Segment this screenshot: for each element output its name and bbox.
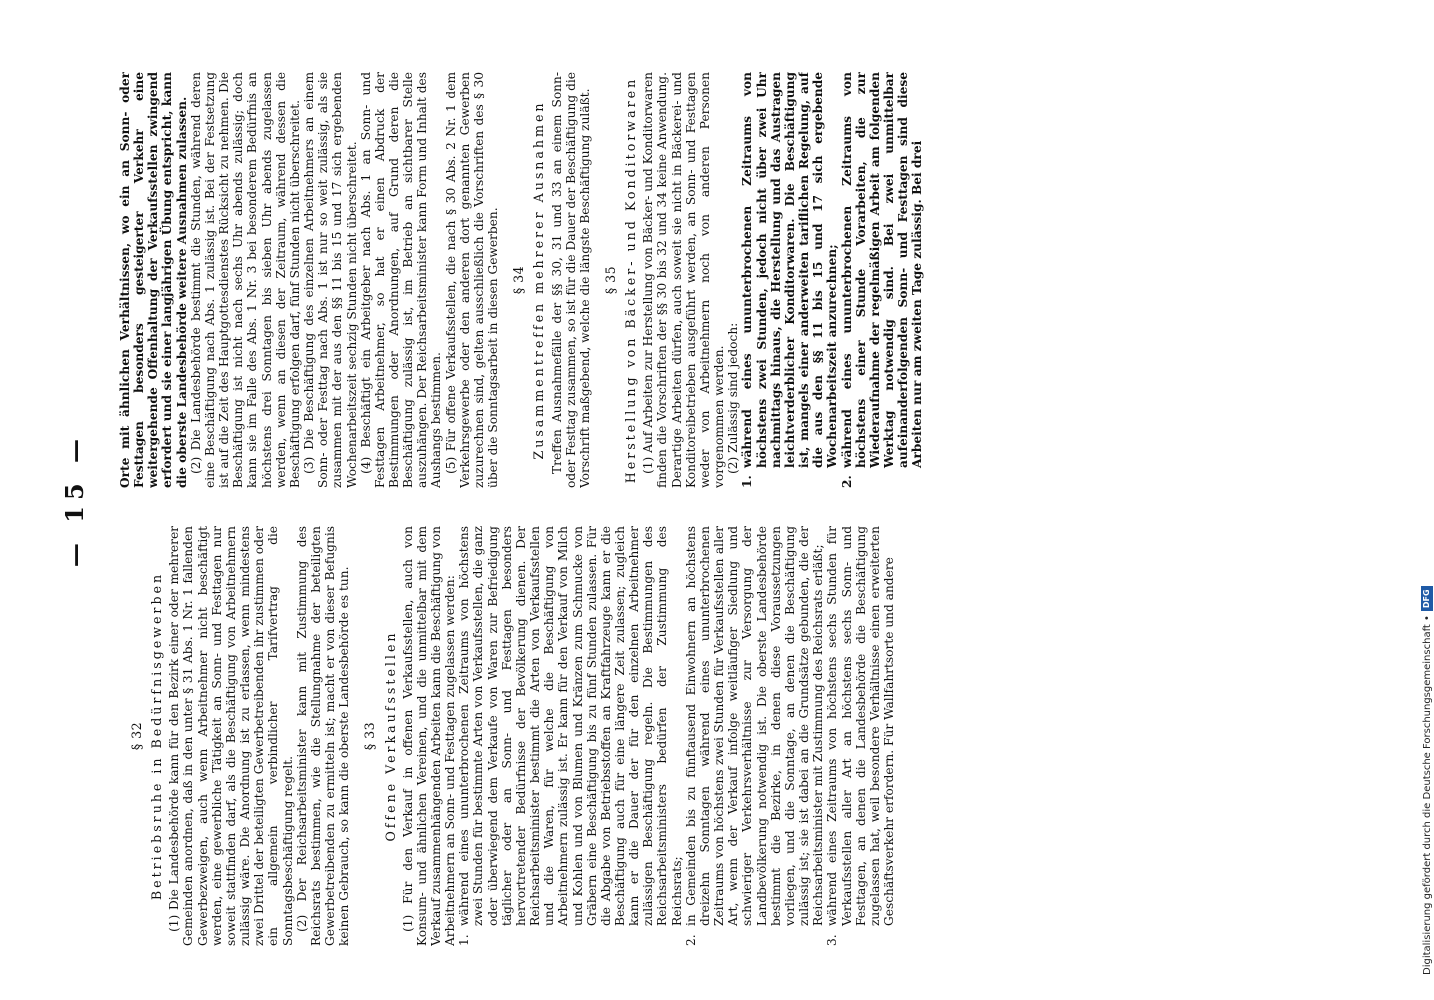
left-column <box>118 526 1298 946</box>
section-35-number: § 35 <box>603 265 618 295</box>
section-33-number: § 33 <box>362 721 378 751</box>
list-item <box>825 526 896 946</box>
list-item-text: während eines ununterbrochenen Zeitraums von höchstens zwei Stunden für bestimmte Arten von Verkaufsstellen, die ganz oder überwiegend dem Verkaufe von Waren zur Befriedigung täglicher oder an Sonn- und Festtagen besonders hervortretender Bedürfnisse der Bevölkerung dienen. Der Reichsarbeitsminister bestimmt die Arten von Verkaufsstellen und die Waren, für welche die Beschäftigung von Arbeitnehmern zulässig ist. Er kann für den Verkauf von Milch und Kohlen und von Blumen und Kränzen zum Schmucke von Gräbern eine Beschäftigung bis zu fünf Stunden zulassen. Für die Abgabe von Betriebsstoffen an Kraftfahrzeuge kann er die Beschäftigung auch für eine längere Zeit zulassen; zugleich kann er die Dauer der für den einzelnen Arbeitnehmer zulässigen Beschäftigung regeln. Die Bestimmungen des Reichsarbeitsministers bedürfen der Zustimmung des Reichsrats; <box>457 526 684 926</box>
credit-text: Digitalisierung gefördert durch die Deutsche Forschungsgemeinschaft • <box>1421 615 1433 975</box>
section-32-paragraph-1: (1) Die Landesbehörde kann für den Bezirk einer oder mehrerer Gemeinden anordnen, daß in den unter § 31 Abs. 1 Nr. 1 fallenden Gewerbezweigen, auch wenn Arbeitnehmer nicht beschäftigt werden, eine gewerbliche Tätigkeit an Sonn- und Festtagen nur soweit stattfinden darf, als die Beschäftigung von Arbeitnehmern zulässig wäre. Die Anordnung ist zu erlassen, wenn mindestens zwei Drittel der beteiligten Gewerbetreibenden ihr zustimmen oder ein allgemein verbindlicher Tarifvertrag die Sonntagsbeschäftigung regelt. <box>167 526 295 946</box>
section-33-paragraph-4: (4) Beschäftigt ein Arbeitgeber nach Abs. 1 an Sonn- und Festtagen Arbeitnehmer, so hat er einen Abdruck der Bestimmungen oder Anordnungen, auf Grund deren die Beschäftigung zulässig ist, im Betrieb an sichtbarer Stelle auszuhängen. Der Reichsarbeitsminister kann Form und Inhalt des Aushangs bestimmen. <box>358 72 444 488</box>
list-item-text: während eines Zeitraums von höchstens sechs Stunden für Verkaufsstellen aller Art an höchstens sechs Sonn- und Festtagen, an denen die Landesbehörde die Beschäftigung zugelassen hat, weil besondere Verhältnisse einen erweiterten Geschäftsverkehr erfordern. Für Wallfahrtsorte und andere <box>825 526 896 926</box>
section-35-title: Herstellung von Bäcker- und Konditorwaren <box>623 76 639 484</box>
list-item-text: in Gemeinden bis zu fünftausend Einwohnern an höchstens dreizehn Sonntagen während eines ununterbrochenen Zeitraums von höchstens zwei Stunden für Verkaufsstellen aller Art, wenn der Verkauf infolge weitläufiger Siedlung und schwieriger Verkehrsverhältnisse zur Versorgung der Landbevölkerung notwendig ist. Die oberste Landesbehörde bestimmt die Bezirke, in denen diese Voraussetzungen vorliegen, und die Sonntage, an denen die Beschäftigung zulässig ist; sie ist dabei an die Grundsätze gebunden, die der Reichsarbeitsminister mit Zustimmung des Reichsrats erläßt; <box>683 526 826 926</box>
list-item-number: 2. <box>683 934 698 946</box>
dfg-logo: DFG <box>1421 586 1433 611</box>
section-33-paragraph-5: (5) Für offene Verkaufsstellen, die nach § 30 Abs. 2 Nr. 1 dem Verkehrsgewerbe oder den anderen dort genannten Gewerben zuzurechnen sind, gelten ausschließlich die Vorschriften des § 30 über die Sonntagsarbeit in diesen Gewerben. <box>443 72 501 488</box>
section-33-paragraph-3: (3) Die Beschäftigung des einzelnen Arbeitnehmers an einem Sonn- oder Festtag nach Abs. 1 ist nur so weit zulässig, als sie zusammen mit der aus den §§ 11 bis 15 und 17 sich ergebenden Wochenarbeitszeit sechzig Stunden nicht überschreitet. <box>302 72 359 488</box>
list-item <box>840 72 925 488</box>
section-32-title: Betriebsruhe in Bedürfnisgewerben <box>149 571 165 901</box>
list-item <box>684 526 826 946</box>
list-item-number: 2. <box>839 475 854 488</box>
list-item-text: während eines ununterbrochenen Zeitraums von höchstens zwei Stunden, jedoch nicht über zwei Uhr nachmittags hinaus, die Herstellung und das Austragen leichtverderblicher Konditorwaren. Die Beschäftigung ist, mangels einer anderweiten tariflichen Regelung, auf die aus den §§ 11 bis 15 und 17 sich ergebende Wochenarbeitszeit anzurechnen; <box>740 72 840 468</box>
section-34-title: Zusammentreffen mehrerer Ausnahmen <box>531 100 547 460</box>
digitization-credit <box>1420 15 1434 975</box>
section-35-paragraph-2: (2) Zulässig sind jedoch: <box>726 322 741 474</box>
list-item-number: 1. <box>457 934 472 946</box>
section-32-number: § 32 <box>129 721 144 751</box>
section-33-paragraph-2: (2) Die Landesbehörde bestimmt die Stunden, während deren eine Beschäftigung nach Abs. 1 zulässig ist. Bei der Festsetzung ist auf die Zeit des Hauptgottesdienstes Rücksicht zu nehmen. Die Beschäftigung ist nicht nach sechs Uhr abends zulässig; doch kann sie im Falle des Abs. 1 Nr. 3 bei besonderem Bedürfnis an höchstens drei Sonntagen bis sieben Uhr abends zugelassen werden, wenn an diesen der Zeitraum, während dessen die Beschäftigung erfolgen darf, fünf Stunden nicht überschreitet. <box>188 72 302 488</box>
list-item-number: 1. <box>740 475 755 488</box>
list-item <box>457 526 684 946</box>
section-33-title: Offene Verkaufsstellen <box>382 630 398 842</box>
section-34-number: § 34 <box>511 265 527 295</box>
right-column <box>118 72 1298 488</box>
page-number: — 15 — <box>60 432 89 568</box>
section-33-paragraph-1: (1) Für den Verkauf in offenen Verkaufsstellen, auch von Konsum- und ähnlichen Vereinen, und die unmittelbar mit dem Verkauf zusammenhängenden Arbeiten kann die Beschäftigung von Arbeitnehmern an Sonn- und Festtagen zugelassen werden: <box>400 526 458 946</box>
section-34-paragraph-1: Treffen Ausnahmefälle der §§ 30, 31 und 33 an einem Sonn- oder Festtag zusammen, so ist für die Dauer der Beschäftigung die Vorschrift maßgebend, welche die längste Beschäftigung zuläßt. <box>549 72 592 488</box>
list-item <box>740 72 839 488</box>
section-33-continuation: Orte mit ähnlichen Verhältnissen, wo ein an Sonn- oder Festtagen besonders gesteigerter Verkehr eine weitergehende Offenhaltung der Verkaufsstellen zwingend erfordert und sie einer langjährigen Übung entspricht, kann die oberste Landesbehörde weitere Ausnahmen zulassen. <box>118 72 189 488</box>
section-35-list <box>740 72 924 488</box>
list-item-number: 3. <box>825 934 840 946</box>
list-item-text: während eines ununterbrochenen Zeitraums von höchstens einer Stunde Vorarbeiten, die zur Wiederaufnahme der regelmäßigen Arbeit am folgenden Werktag notwendig sind. Bei zwei unmittelbar aufeinanderfolgenden Sonn- und Festtagen sind diese Arbeiten nur am zweiten Tage zulässig. Bei drei <box>839 72 925 468</box>
section-33-list <box>457 526 896 946</box>
section-32-paragraph-2: (2) Der Reichsarbeitsminister kann mit Zustimmung des Reichsrats bestimmen, wie die Stellungnahme der beteiligten Gewerbetreibenden zu ermitteln ist; macht er von dieser Befugnis keinen Gebrauch, so kann die oberste Landesbehörde es tun. <box>294 526 352 946</box>
section-35-paragraph-1: (1) Auf Arbeiten zur Herstellung von Bäcker- und Konditorwaren finden die Vorschriften der §§ 30 bis 32 und 34 keine Anwendung. Derartige Arbeiten dürfen, auch soweit sie nicht in Bäckerei- und Konditoreibetrieben ausgeführt werden, an Sonn- und Festtagen weder von Arbeitnehmern noch von anderen Personen vorgenommen werden. <box>641 72 727 488</box>
